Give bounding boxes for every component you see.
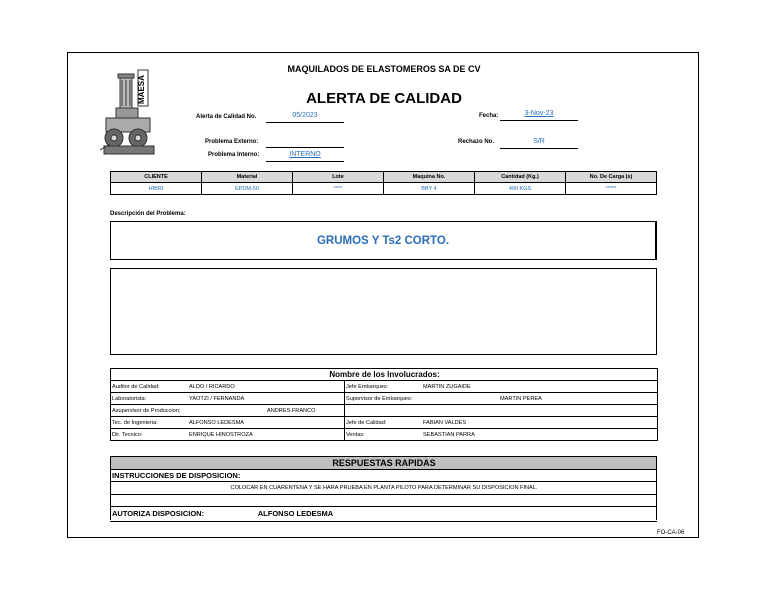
person-name: SEBASTIAN PARRA [423,432,475,438]
table-row [111,381,658,393]
person-name: ENRIQUE HINOSTROZA [189,432,253,438]
person-name: MARTIN PEREA [500,396,542,402]
person-name: FABIAN VALDES [423,420,467,426]
table-header-row [111,172,657,183]
blank-row [111,495,657,507]
col-cantidad: Cantidad (Kg.) [475,172,566,183]
role-label: Auditor de Calidad: [112,383,160,390]
table-row [111,183,657,195]
alerta-label: Alerta de Calidad No. [196,114,257,120]
table-row [111,393,658,405]
rechazo-value: S/R [500,138,578,149]
role-label: Asupervisor de Produccion: [112,407,181,414]
cell-maquina: BBY 4 [384,183,475,195]
autoriza-value: ALFONSO LEDESMA [257,509,334,518]
fecha-value: 3-Nov-23 [500,110,578,121]
role-label: Supervisor de Embarques: [346,395,413,402]
role-label: Laboratorista: [112,395,147,402]
role-label: Tec. de Ingenieria: [112,419,158,426]
role-label: Jefe de Calidad: [346,419,387,426]
col-lote: Lote [293,172,384,183]
cell-cantidad: 490 KGS [475,183,566,195]
page-title: ALERTA DE CALIDAD [306,90,462,107]
cell-lote: **** [293,183,384,195]
description-text: GRUMOS Y Ts2 CORTO. [316,235,450,247]
autoriza-underline [110,521,657,522]
col-maquina: Maquina No. [384,172,475,183]
involucrados-table [110,368,658,441]
alerta-value: 05/2023 [266,112,344,123]
problema-externo-label: Problema Externo: [205,139,259,145]
person-name: ALDO / RICARDO [189,384,235,390]
problema-interno-value: INTERNO [266,151,344,162]
form-code: FO-CA-06 [657,530,685,536]
person-name: ALFONSO LEDESMA [189,420,245,426]
cell-carga: ***** [566,183,657,195]
role-label: Ventas: [346,431,365,438]
col-material: Material [202,172,293,183]
role-label: Jefe Embarques: [346,383,389,390]
notes-box [110,268,657,355]
problema-externo-value [266,137,344,148]
col-cliente: CLIENTE [111,172,202,183]
table-row [111,417,658,429]
problema-interno-label: Problema Interno: [208,152,260,158]
person-name: YAOTZI / FERNANDA [189,396,245,402]
instrucciones-text: COLOCAR EN CUARENTENA Y SE HARA PRUEBA EN PLANTA PILOTO PARA DETERMINAR SU DISPOSICION FINAL. [111,482,657,495]
involucrados-title: Nombre de los Involucrados: [111,369,658,381]
cell-cliente: HIBRI [111,183,202,195]
logo-text: MAESA [137,75,146,104]
fecha-label: Fecha: [479,113,499,119]
description-label: Descripción del Problema: [110,211,186,217]
table-row [111,405,658,417]
description-box [110,221,657,260]
autoriza-label: AUTORIZA DISPOSICION: [112,509,205,518]
respuestas-title: RESPUESTAS RAPIDAS [111,457,657,470]
respuestas-table [110,456,657,520]
person-name: MARTIN ZUGAIDE [423,384,471,390]
autoriza-row [111,507,657,521]
company-logo [100,66,160,158]
company-name: MAQUILADOS DE ELASTOMEROS SA DE CV [287,64,481,74]
rechazo-label: Rechazo No. [458,139,495,145]
col-carga: No. De Carga (s) [566,172,657,183]
instrucciones-label: INSTRUCCIONES DE DISPOSICION: [111,470,657,482]
person-name: ANDRES FRANCO [267,408,316,414]
lot-info-table [110,171,657,195]
cell-material: EPDM-50 [202,183,293,195]
role-label: Dir. Tecnico: [112,431,143,438]
table-row [111,429,658,441]
